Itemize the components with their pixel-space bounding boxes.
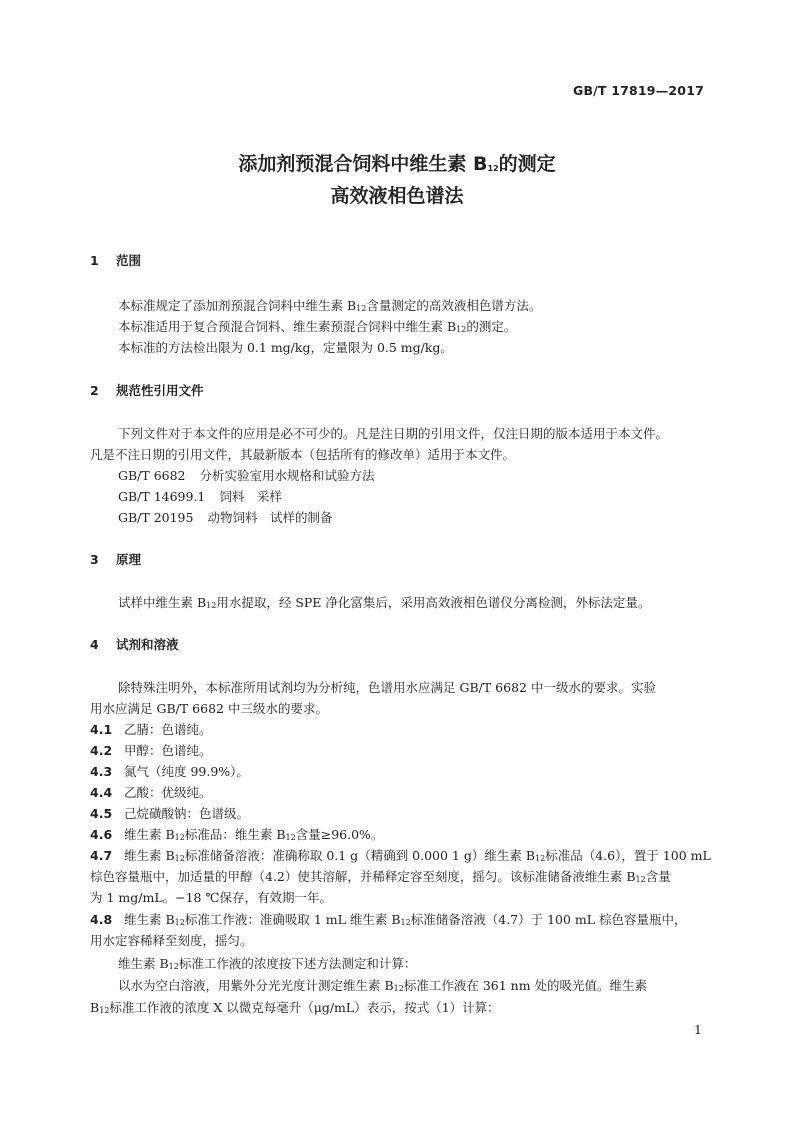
reagent-item: 4.7 维生素 B12标准储备溶液：准确称取 0.1 g（精确到 0.000 1 g）维生素 B12标准品（4.6），置于 100 mL xyxy=(90,848,711,863)
reference-item: GB/T 20195 动物饲料 试样的制备 xyxy=(118,510,333,525)
standard-code: GB/T 17819—2017 xyxy=(572,83,704,98)
section-heading-normative-references: 2 规范性引用文件 xyxy=(90,383,204,398)
paragraph: 试样中维生素 B12用水提取，经 SPE 净化富集后，采用高效液相色谱仪分离检测，外标法定量。 xyxy=(118,595,651,610)
reagent-item: 4.2 甲醇：色谱纯。 xyxy=(90,743,212,758)
paragraph: 以水为空白溶液，用紫外分光光度计测定维生素 B12标准工作液在 361 nm 处的吸光值。维生素 xyxy=(118,978,648,993)
paragraph: 用水定容稀释至刻度，摇匀。 xyxy=(90,933,253,948)
paragraph: 用水应满足 GB/T 6682 中三级水的要求。 xyxy=(90,701,328,716)
paragraph: 本标准规定了添加剂预混合饲料中维生素 B12含量测定的高效液相色谱方法。 xyxy=(118,298,542,313)
paragraph: 下列文件对于本文件的应用是必不可少的。凡是注日期的引用文件，仅注日期的版本适用于本文件。 xyxy=(118,426,669,441)
section-heading-principle: 3 原理 xyxy=(90,552,142,567)
reagent-item: 4.5 己烷磺酸钠：色谱级。 xyxy=(90,806,250,821)
paragraph: 棕色容量瓶中，加适量的甲醇（4.2）使其溶解，并稀释定容至刻度，摇匀。该标准储备液维生素 B12含量 xyxy=(90,869,671,884)
reagent-item: 4.1 乙腈：色谱纯。 xyxy=(90,722,212,737)
paragraph: 本标准的方法检出限为 0.1 mg/kg，定量限为 0.5 mg/kg。 xyxy=(118,340,453,355)
document-title-line1: 添加剂预混合饲料中维生素 B12的测定 xyxy=(238,153,556,175)
reagent-item: 4.8 维生素 B12标准工作液：准确吸取 1 mL 维生素 B12标准储备溶液（4.7）于 100 mL 棕色容量瓶中， xyxy=(90,912,687,927)
reference-item: GB/T 14699.1 饲料 采样 xyxy=(118,489,282,504)
paragraph: 为 1 mg/mL。−18 ℃保存，有效期一年。 xyxy=(90,890,332,905)
paragraph: 本标准适用于复合预混合饲料、维生素预混合饲料中维生素 B12的测定。 xyxy=(118,319,517,334)
reagent-item: 4.4 乙酸：优级纯。 xyxy=(90,785,212,800)
paragraph: 维生素 B12标准工作液的浓度按下述方法测定和计算： xyxy=(118,956,417,971)
paragraph: 除特殊注明外，本标准所用试剂均为分析纯，色谱用水应满足 GB/T 6682 中一级水的要求。实验 xyxy=(118,680,656,695)
reference-item: GB/T 6682 分析实验室用水规格和试验方法 xyxy=(118,468,375,483)
section-heading-scope: 1 范围 xyxy=(90,253,142,268)
section-heading-reagents: 4 试剂和溶液 xyxy=(90,637,179,652)
document-title-line2: 高效液相色谱法 xyxy=(330,185,464,207)
paragraph: B12标准工作液的浓度 X 以微克每毫升（μg/mL）表示，按式（1）计算： xyxy=(90,1000,500,1015)
reagent-item: 4.6 维生素 B12标准品：维生素 B12含量≥96.0%。 xyxy=(90,827,384,842)
paragraph: 凡是不注日期的引用文件，其最新版本（包括所有的修改单）适用于本文件。 xyxy=(90,447,516,462)
reagent-item: 4.3 氮气（纯度 99.9%）。 xyxy=(90,764,249,779)
page-number: 1 xyxy=(694,1022,702,1037)
